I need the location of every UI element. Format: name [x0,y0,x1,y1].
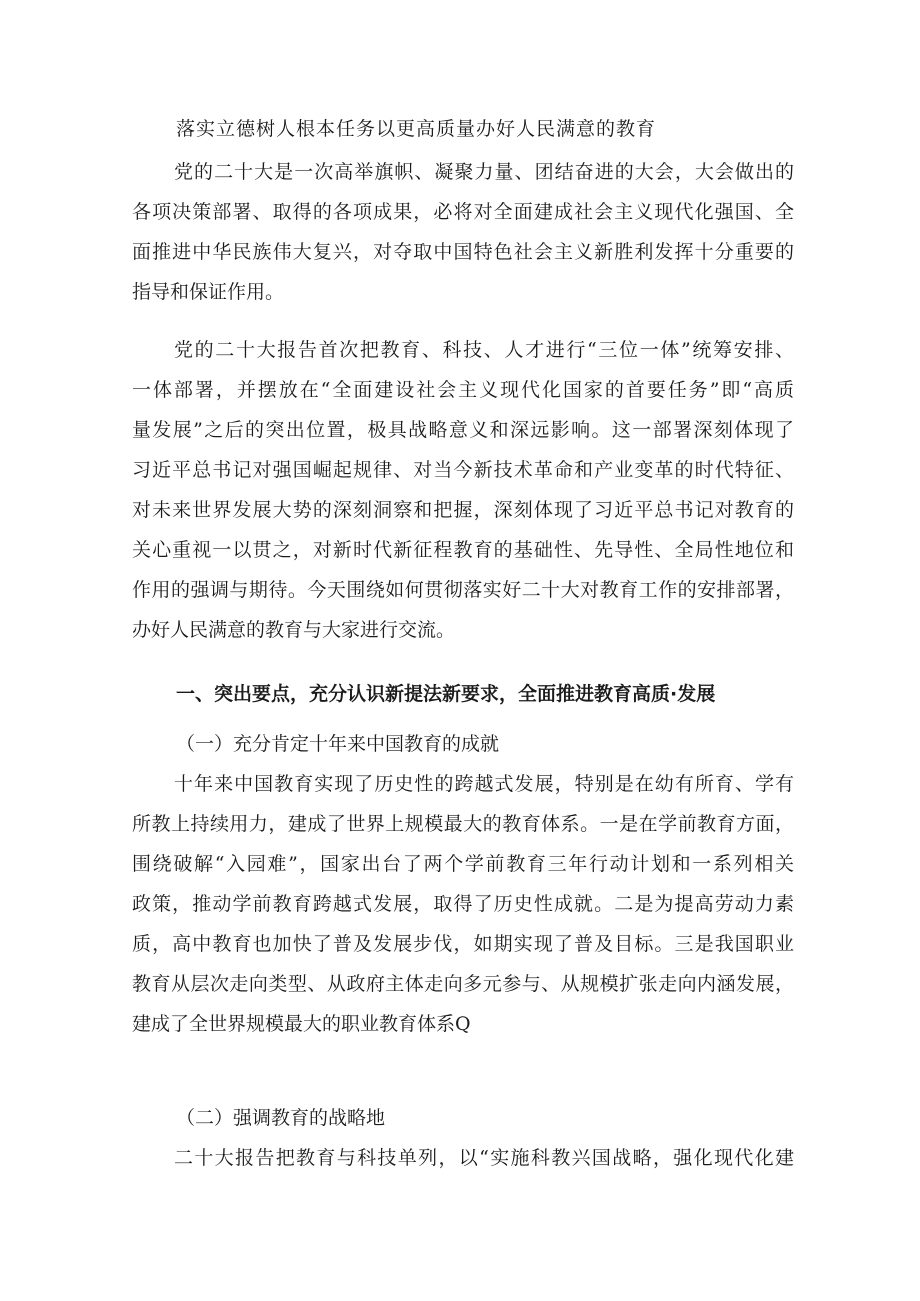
paragraph-line: 一体部署，并摆放在“全面建设社会主义现代化国家的首要任务”即“高质 [132,379,794,401]
paragraph-line: 十年来中国教育实现了历史性的跨越式发展，特别是在幼有所育、学有 [174,773,794,795]
paragraph-line: 围绕破解“入园难”，国家出台了两个学前教育三年行动计划和一系列相关 [132,853,794,875]
paragraph-line: 政策，推动学前教育跨越式发展，取得了历史性成就。二是为提高劳动力素 [132,893,794,915]
paragraph-line: 关心重视一以贯之，对新时代新征程教育的基础性、先导性、全局性地位和 [132,539,794,561]
paragraph-line: 指导和保证作用。 [132,281,285,303]
paragraph-line: 办好人民满意的教育与大家进行交流。 [132,619,456,641]
paragraph-line: 党的二十大是一次高举旗帜、凝聚力量、团结奋进的大会，大会做出的 [174,161,794,183]
paragraph-line: 所教上持续用力，建成了世界上规模最大的教育体系。一是在学前教育方面， [132,813,794,835]
paragraph-line: 党的二十大报告首次把教育、科技、人才进行“三位一体”统筹安排、 [174,339,794,361]
paragraph-line: 教育从层次走向类型、从政府主体走向多元参与、从规模扩张走向内涵发展， [132,973,794,995]
paragraph-line: 面推进中华民族伟大复兴，对夺取中国特色社会主义新胜利发挥十分重要的 [132,241,794,263]
document-title: 落实立德树人根本任务以更高质量办好人民满意的教育 [176,118,657,140]
subsection-heading-1: （一）充分肯定十年来中国教育的成就 [176,733,500,755]
paragraph-1 [132,152,794,312]
paragraph-line: 质，高中教育也加快了普及发展步伐，如期实现了普及目标。三是我国职业 [132,933,794,955]
section-heading-1: 一、突出要点，充分认识新提法新要求，全面推进教育高质·发展 [176,683,716,705]
subsection-heading-2: （二）强调教育的战略地 [176,1107,386,1129]
paragraph-line: 各项决策部署、取得的各项成果，必将对全面建成社会主义现代化强国、全 [132,201,794,223]
paragraph-4 [132,1138,794,1178]
paragraph-line: 对未来世界发展大势的深刻洞察和把握，深刻体现了习近平总书记对教育的 [132,499,794,521]
paragraph-line: 量发展”之后的突出位置，极具战略意义和深远影响。这一部署深刻体现了 [132,419,794,441]
paragraph-line: 二十大报告把教育与科技单列，以“实施科教兴国战略，强化现代化建 [174,1147,794,1169]
paragraph-line: 作用的强调与期待。今天围绕如何贯彻落实好二十大对教育工作的安排部署， [132,579,794,601]
paragraph-line: 建成了全世界规模最大的职业教育体系Q [132,1013,471,1035]
paragraph-2 [132,330,794,650]
paragraph-line: 习近平总书记对强国崛起规律、对当今新技术革命和产业变革的时代特征、 [132,459,794,481]
paragraph-3 [132,764,794,1044]
